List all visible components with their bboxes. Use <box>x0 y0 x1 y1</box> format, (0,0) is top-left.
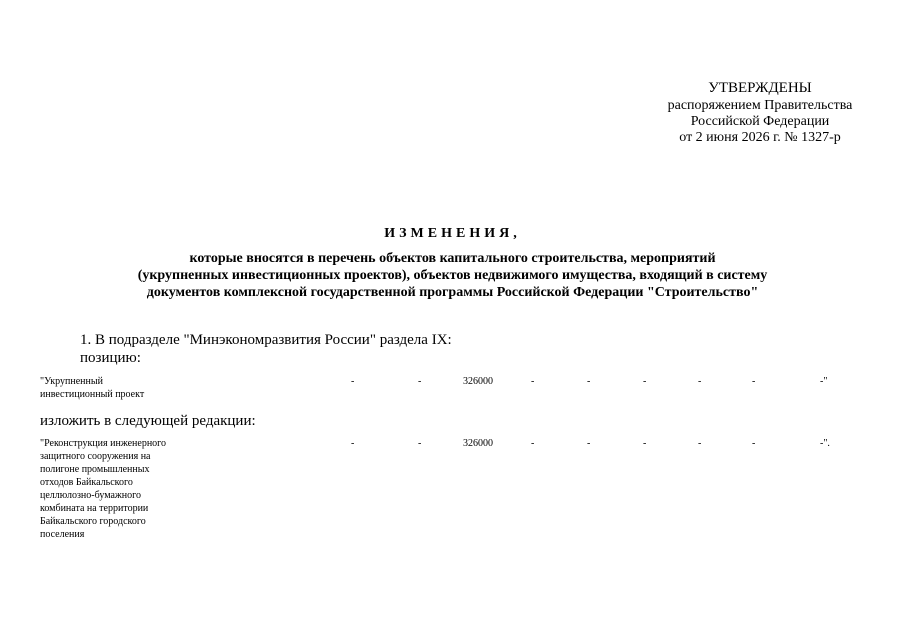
row-cell: - <box>351 376 355 387</box>
approval-heading: УТВЕРЖДЕНЫ <box>708 80 812 96</box>
row-cell: - <box>351 438 355 449</box>
row-cell: - <box>698 438 702 449</box>
subtitle-line-2: (укрупненных инвестиционных проектов), объектов недвижимого имущества, входящий в систему <box>137 268 768 283</box>
subtitle-line-1: которые вносятся в перечень объектов капитального строительства, мероприятий <box>189 251 716 266</box>
approval-block <box>640 80 880 146</box>
subtitle-line-3: документов комплексной государственной программы Российской Федерации "Строительство" <box>146 285 759 300</box>
document-title: ИЗМЕНЕНИЯ, <box>384 226 521 241</box>
row-cell: - <box>643 376 647 387</box>
row-cell: - <box>698 376 702 387</box>
document-subtitle <box>60 250 845 301</box>
row-cell: - <box>418 438 422 449</box>
row-object-name: "Укрупненный инвестиционный проект <box>40 376 145 400</box>
row-cell: - <box>752 438 756 449</box>
row-cell-closing: -" <box>820 376 828 387</box>
row-cell: - <box>531 438 535 449</box>
approval-line-1: распоряжением Правительства <box>667 98 853 113</box>
paragraph-replacement-label: изложить в следующей редакции: <box>40 413 256 429</box>
row-cell-amount: 326000 <box>463 376 493 387</box>
approval-line-3: от 2 июня 2026 г. № 1327-р <box>679 130 841 145</box>
row-cell-amount: 326000 <box>463 438 493 449</box>
row-cell: - <box>418 376 422 387</box>
row-object-name: "Реконструкция инженерного защитного сооружения на полигоне промышленных отходов Байкальского целлюлозно-бумажного комбината на территории Байкальского городского поселения <box>40 438 167 540</box>
row-cell: - <box>531 376 535 387</box>
row-cell-closing: -". <box>820 438 830 449</box>
row-cell: - <box>587 438 591 449</box>
row-cell: - <box>643 438 647 449</box>
paragraph-position-label: позицию: <box>80 350 141 366</box>
paragraph-section-reference: 1. В подразделе "Минэкономразвития России" раздела IX: <box>80 332 452 348</box>
row-cell: - <box>752 376 756 387</box>
approval-line-2: Российской Федерации <box>690 114 830 129</box>
row-cell: - <box>587 376 591 387</box>
